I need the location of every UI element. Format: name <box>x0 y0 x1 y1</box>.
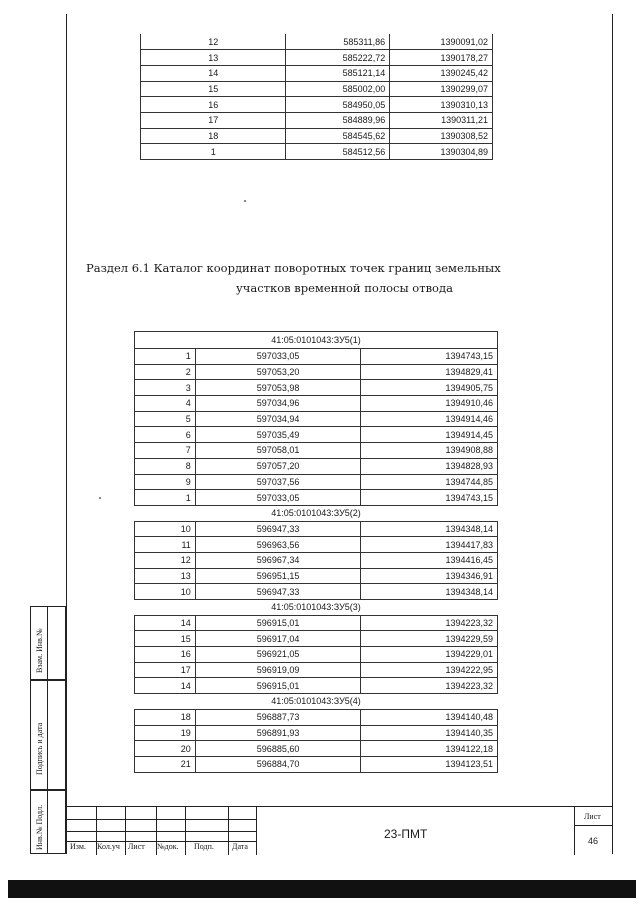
coordinate-x: 585121,14 <box>286 65 390 81</box>
table-row <box>135 662 498 678</box>
coordinate-x: 596947,33 <box>195 584 361 600</box>
coordinate-y: 1394743,15 <box>361 349 498 365</box>
coordinate-x: 585311,86 <box>286 34 390 50</box>
table-row <box>135 678 498 694</box>
coordinate-x: 596887,73 <box>195 709 361 725</box>
point-number: 8 <box>135 458 196 474</box>
coordinate-y: 1394223,32 <box>361 615 498 631</box>
coordinate-y: 1394914,46 <box>361 411 498 427</box>
coordinate-y: 1394829,41 <box>361 364 498 380</box>
point-number: 20 <box>135 741 196 757</box>
section-heading <box>86 258 576 298</box>
coordinate-y: 1390304,89 <box>390 144 493 160</box>
coordinate-x: 597058,01 <box>195 443 361 459</box>
stamp-label-replaced-inventory: Взам. Инв.№ <box>35 628 44 673</box>
sheet-label: Лист <box>584 812 601 821</box>
point-number: 15 <box>141 81 286 97</box>
stamp-signature-date <box>30 680 66 790</box>
coordinate-y: 1390310,13 <box>390 97 493 113</box>
coordinate-y: 1394908,88 <box>361 443 498 459</box>
table-row <box>141 65 493 81</box>
coordinate-x: 596885,60 <box>195 741 361 757</box>
coordinate-x: 596967,34 <box>195 552 361 568</box>
table-row <box>135 364 498 380</box>
coordinate-y: 1390091,02 <box>390 34 493 50</box>
point-number: 10 <box>135 521 196 537</box>
point-number: 16 <box>135 647 196 663</box>
table-row <box>135 647 498 663</box>
table-row <box>135 349 498 365</box>
coordinate-x: 596947,33 <box>195 521 361 537</box>
coordinate-x: 596917,04 <box>195 631 361 647</box>
point-number: 3 <box>135 380 196 396</box>
table-row <box>141 50 493 66</box>
col-label-signature: Подп. <box>194 842 214 851</box>
point-number: 11 <box>135 537 196 553</box>
coordinate-x: 597053,98 <box>195 380 361 396</box>
table-row <box>135 584 498 600</box>
table-row <box>135 396 498 412</box>
table-row <box>135 725 498 741</box>
table-row <box>141 34 493 50</box>
coordinate-y: 1390299,07 <box>390 81 493 97</box>
point-number: 14 <box>135 615 196 631</box>
table-row <box>135 443 498 459</box>
heading-line-2: участков временной полосы отвода <box>236 281 453 295</box>
point-number: 2 <box>135 364 196 380</box>
coordinate-y: 1394914,45 <box>361 427 498 443</box>
parcel-title: 41:05:0101043:ЗУ5(4) <box>135 694 498 710</box>
coordinate-x: 596915,01 <box>195 615 361 631</box>
parcel-title: 41:05:0101043:ЗУ5(2) <box>135 505 498 521</box>
scan-speck <box>99 497 101 499</box>
frame-right-border <box>612 14 613 854</box>
point-number: 21 <box>135 756 196 772</box>
coordinate-y: 1394828,93 <box>361 458 498 474</box>
table-row <box>135 552 498 568</box>
point-number: 1 <box>135 490 196 506</box>
coordinate-x: 584512,56 <box>286 144 390 160</box>
coordinate-y: 1394348,14 <box>361 584 498 600</box>
heading-line-1: Раздел 6.1 Каталог координат поворотных точек границ земельных <box>86 261 501 275</box>
table-row <box>135 631 498 647</box>
table-row <box>141 144 493 160</box>
table-row <box>141 81 493 97</box>
frame-left-border <box>66 14 67 854</box>
coordinate-y: 1394123,51 <box>361 756 498 772</box>
parcel-header-row <box>135 505 498 521</box>
col-label-count: Кол.уч <box>97 842 120 851</box>
coordinate-x: 596919,09 <box>195 662 361 678</box>
coordinate-y: 1394223,32 <box>361 678 498 694</box>
point-number: 12 <box>135 552 196 568</box>
stamp-original-inventory <box>30 790 66 854</box>
coordinate-x: 596915,01 <box>195 678 361 694</box>
point-number: 9 <box>135 474 196 490</box>
point-number: 10 <box>135 584 196 600</box>
coordinate-y: 1390311,21 <box>390 112 493 128</box>
coordinate-y: 1394222,95 <box>361 662 498 678</box>
parcel-title: 41:05:0101043:ЗУ5(3) <box>135 600 498 616</box>
table-row <box>141 128 493 144</box>
point-number: 13 <box>135 568 196 584</box>
point-number: 19 <box>135 725 196 741</box>
point-number: 18 <box>135 709 196 725</box>
coordinate-y: 1394910,46 <box>361 396 498 412</box>
coordinate-y: 1390178,27 <box>390 50 493 66</box>
document-code: 23-ПМТ <box>384 827 428 841</box>
coordinate-x: 584889,96 <box>286 112 390 128</box>
table-row <box>141 97 493 113</box>
coordinate-y: 1394140,35 <box>361 725 498 741</box>
point-number: 4 <box>135 396 196 412</box>
point-number: 1 <box>135 349 196 365</box>
table-row <box>135 490 498 506</box>
col-label-change: Изм. <box>70 842 86 851</box>
coordinate-y: 1394140,48 <box>361 709 498 725</box>
coordinate-x: 585002,00 <box>286 81 390 97</box>
parcel-title: 41:05:0101043:ЗУ5(1) <box>135 332 498 349</box>
coordinate-x: 597053,20 <box>195 364 361 380</box>
table-row <box>135 741 498 757</box>
col-label-date: Дата <box>232 842 248 851</box>
table-row <box>135 474 498 490</box>
coordinate-x: 597035,49 <box>195 427 361 443</box>
point-number: 15 <box>135 631 196 647</box>
col-label-sheet: Лист <box>128 842 145 851</box>
coordinate-x: 596921,05 <box>195 647 361 663</box>
table-row <box>135 380 498 396</box>
coordinate-y: 1390308,52 <box>390 128 493 144</box>
point-number: 7 <box>135 443 196 459</box>
coordinate-x: 596951,15 <box>195 568 361 584</box>
top-coordinate-table <box>140 34 493 160</box>
point-number: 6 <box>135 427 196 443</box>
point-number: 12 <box>141 34 286 50</box>
coordinate-x: 584950,05 <box>286 97 390 113</box>
coordinate-x: 596963,56 <box>195 537 361 553</box>
coordinate-x: 596891,93 <box>195 725 361 741</box>
parcel-header-row <box>135 600 498 616</box>
coordinate-y: 1394417,83 <box>361 537 498 553</box>
coordinate-x: 585222,72 <box>286 50 390 66</box>
coordinate-x: 597057,20 <box>195 458 361 474</box>
parcel-header-row <box>135 332 498 349</box>
coordinate-y: 1394229,59 <box>361 631 498 647</box>
table-row <box>135 756 498 772</box>
coordinate-y: 1394416,45 <box>361 552 498 568</box>
title-block <box>66 806 613 854</box>
stamp-label-signature-date: Подпись и дата <box>35 722 44 775</box>
point-number: 18 <box>141 128 286 144</box>
point-number: 14 <box>135 678 196 694</box>
sheet-number: 46 <box>588 836 599 846</box>
table-row <box>135 521 498 537</box>
table-row <box>135 458 498 474</box>
scan-bottom-edge <box>8 880 636 898</box>
stamp-label-original-inventory: Инв.№ Подл. <box>35 804 44 850</box>
scan-speck <box>244 200 246 202</box>
catalog-coordinate-table <box>134 331 498 773</box>
stamp-replaced-inventory <box>30 606 66 680</box>
col-label-doc-number: №док. <box>157 842 179 851</box>
point-number: 16 <box>141 97 286 113</box>
table-row <box>135 709 498 725</box>
coordinate-y: 1394348,14 <box>361 521 498 537</box>
point-number: 17 <box>141 112 286 128</box>
coordinate-y: 1394905,75 <box>361 380 498 396</box>
coordinate-y: 1394346,91 <box>361 568 498 584</box>
point-number: 13 <box>141 50 286 66</box>
point-number: 14 <box>141 65 286 81</box>
coordinate-x: 597034,94 <box>195 411 361 427</box>
table-row <box>135 427 498 443</box>
coordinate-y: 1390245,42 <box>390 65 493 81</box>
coordinate-x: 597033,05 <box>195 490 361 506</box>
table-row <box>141 112 493 128</box>
parcel-header-row <box>135 694 498 710</box>
point-number: 17 <box>135 662 196 678</box>
coordinate-x: 596884,70 <box>195 756 361 772</box>
coordinate-y: 1394743,15 <box>361 490 498 506</box>
table-row <box>135 411 498 427</box>
coordinate-y: 1394744,85 <box>361 474 498 490</box>
coordinate-x: 597037,56 <box>195 474 361 490</box>
point-number: 1 <box>141 144 286 160</box>
table-row <box>135 615 498 631</box>
coordinate-y: 1394229,01 <box>361 647 498 663</box>
point-number: 5 <box>135 411 196 427</box>
coordinate-x: 597034,96 <box>195 396 361 412</box>
coordinate-y: 1394122,18 <box>361 741 498 757</box>
table-row <box>135 537 498 553</box>
coordinate-x: 597033,05 <box>195 349 361 365</box>
table-row <box>135 568 498 584</box>
coordinate-x: 584545,62 <box>286 128 390 144</box>
